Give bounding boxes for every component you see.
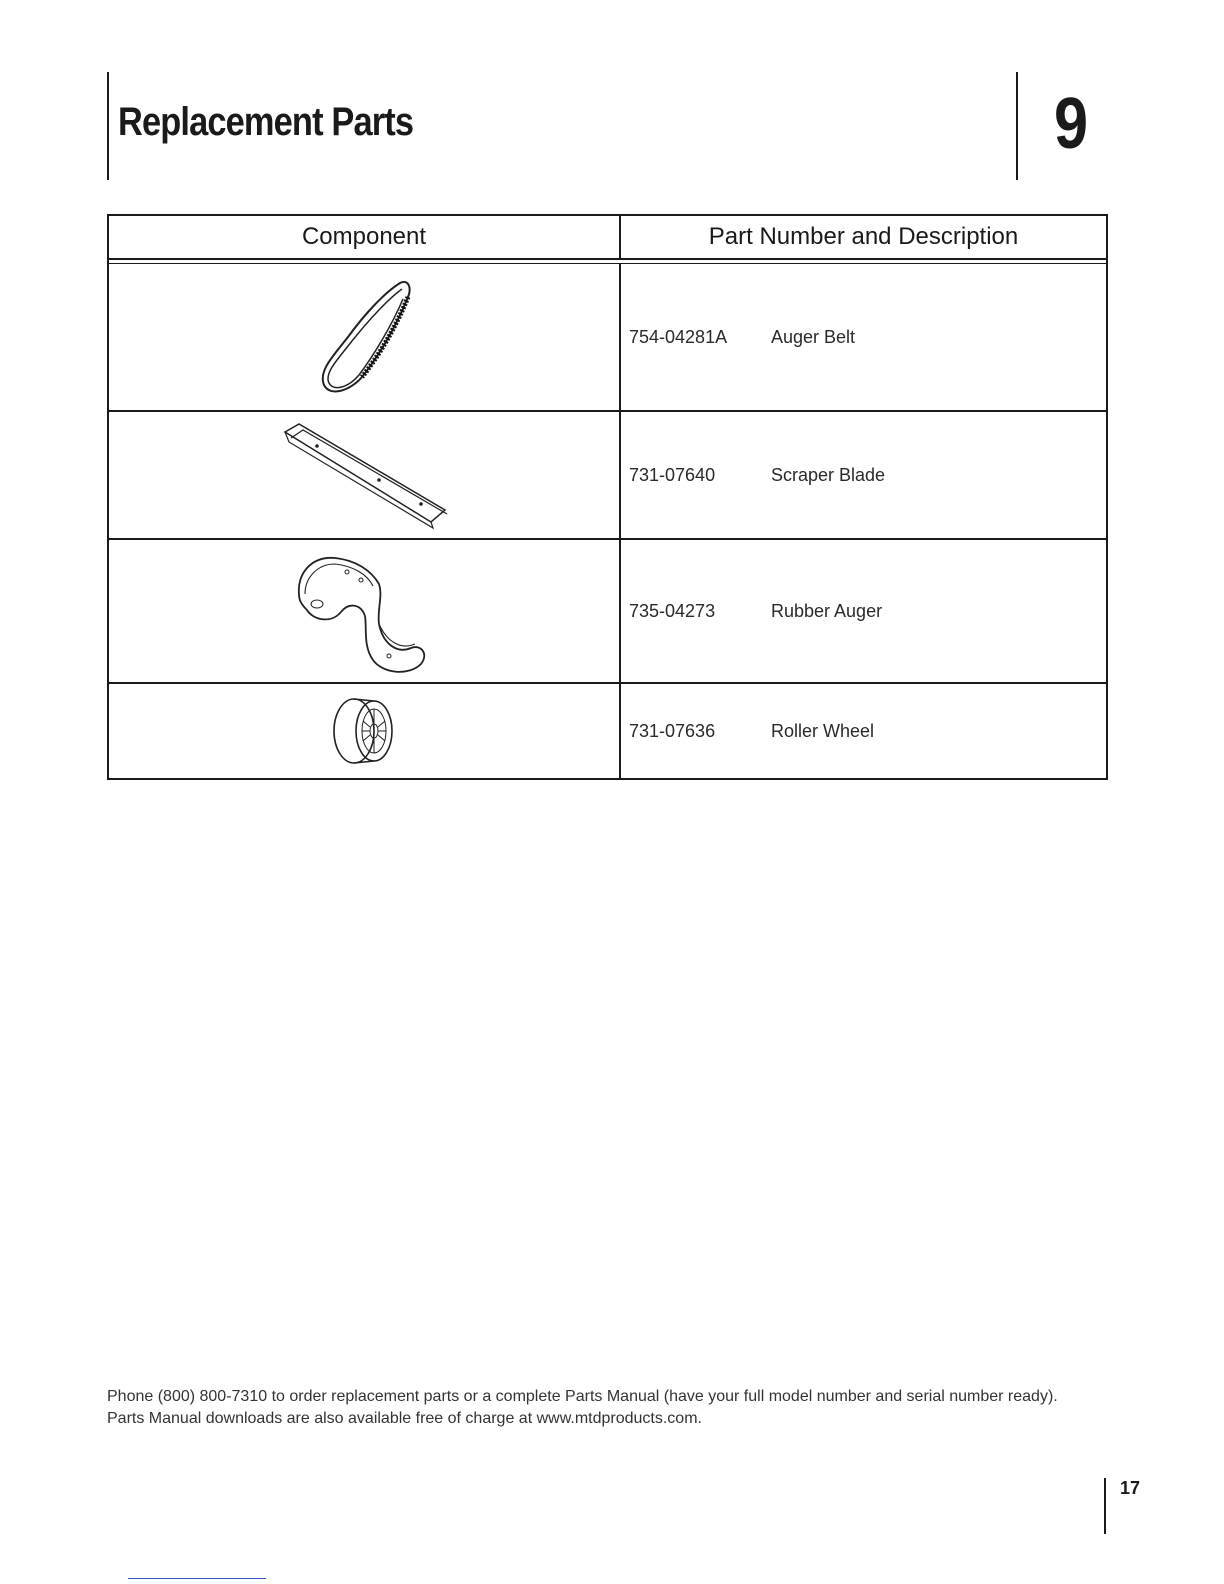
header-component: Component [109, 216, 621, 258]
table-row [109, 264, 1106, 412]
part-info-cell [621, 540, 1106, 682]
header-part-number: Part Number and Description [708, 223, 1019, 250]
page-number-rule [1104, 1478, 1106, 1534]
auger-belt-icon [304, 275, 424, 400]
part-number: 735-04273 [629, 600, 716, 621]
page-number: 17 [1120, 1478, 1141, 1498]
part-description: Rubber Auger [771, 600, 883, 621]
component-cell [109, 264, 621, 410]
table-row [109, 412, 1106, 540]
footer-line-downloads: Parts Manual downloads are also available free of charge at www.mtdproducts.com. [107, 1410, 702, 1427]
part-number: 731-07640 [629, 464, 716, 485]
header-rule-left [107, 72, 109, 180]
footer-note [107, 1386, 1117, 1430]
table-row [109, 540, 1106, 684]
scraper-blade-icon [269, 418, 459, 533]
part-description: Auger Belt [771, 326, 856, 347]
part-info-cell [621, 412, 1106, 538]
bottom-link-underline [128, 1578, 266, 1579]
part-description: Scraper Blade [771, 464, 886, 485]
table-header-row [109, 216, 1106, 260]
header-rule-right [1016, 72, 1018, 180]
chapter-number: 9 [1054, 84, 1089, 164]
table-row [109, 684, 1106, 778]
parts-table [107, 214, 1108, 780]
part-info-cell [621, 684, 1106, 778]
page-title: Replacement Parts [118, 100, 414, 144]
rubber-auger-icon [279, 544, 449, 679]
component-cell [109, 684, 621, 778]
part-description: Roller Wheel [771, 720, 875, 741]
part-info-cell [621, 264, 1106, 410]
part-number: 731-07636 [629, 720, 716, 741]
footer-line-phone: Phone (800) 800-7310 to order replacement parts or a complete Parts Manual (have your full model number and serial number ready). [107, 1388, 1058, 1405]
component-cell [109, 540, 621, 682]
roller-wheel-icon [324, 691, 404, 771]
part-number: 754-04281A [629, 326, 728, 347]
component-cell [109, 412, 621, 538]
